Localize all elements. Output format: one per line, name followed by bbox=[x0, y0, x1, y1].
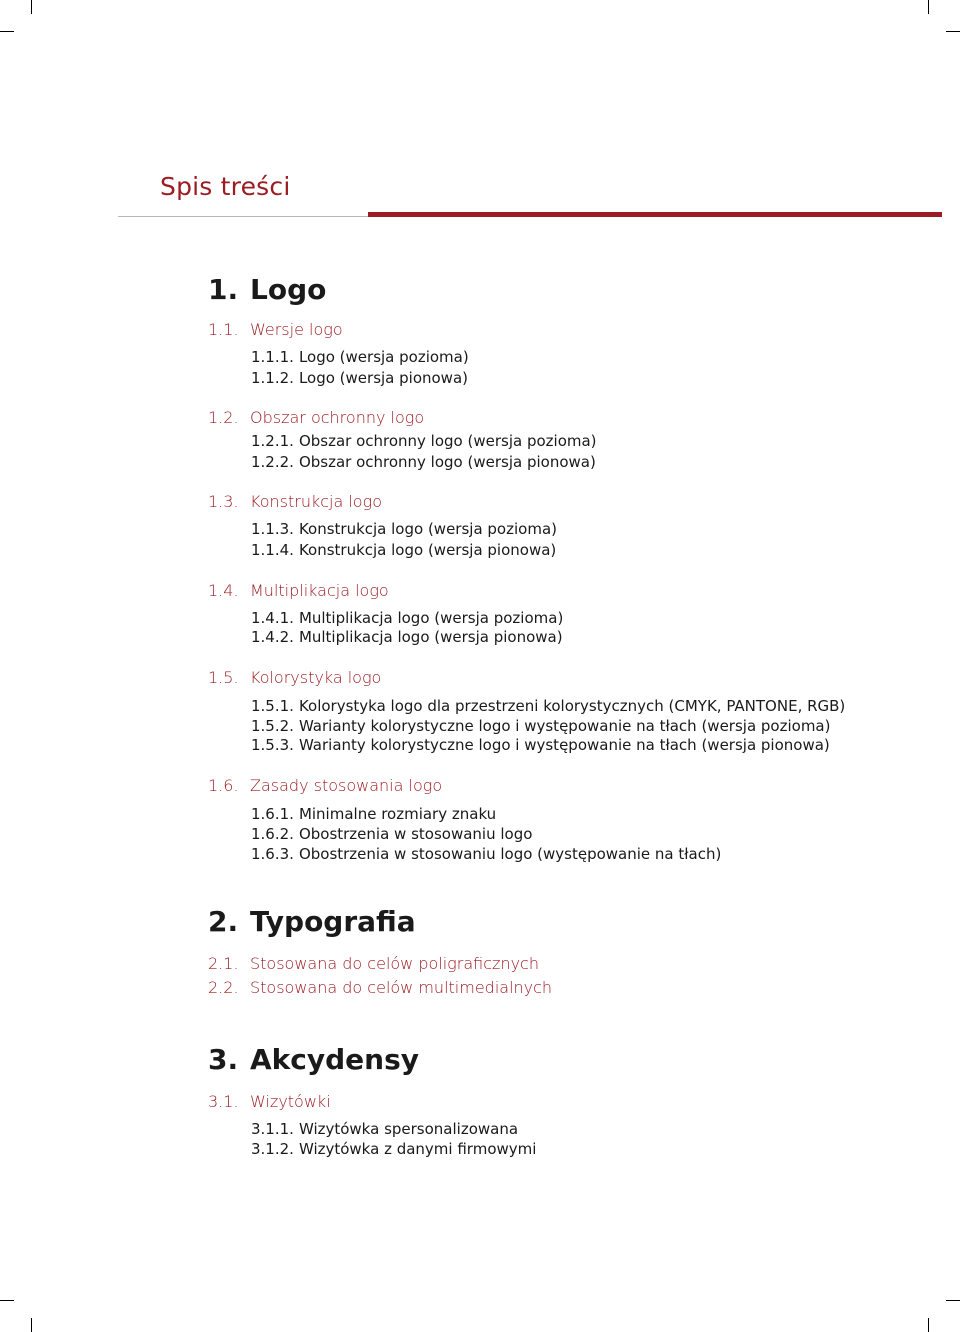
toc-section-title: Konstrukcja logo bbox=[250, 492, 382, 511]
toc-subsection-number: 1.2.1. bbox=[251, 432, 294, 450]
toc-subsection[interactable] bbox=[251, 807, 496, 822]
toc-section-number: 1.1. bbox=[208, 320, 239, 339]
toc-section-number: 2.2. bbox=[208, 978, 239, 997]
toc-section-title: Wersje logo bbox=[250, 320, 343, 339]
crop-mark-top-right-h bbox=[946, 31, 960, 32]
toc-section[interactable] bbox=[208, 670, 381, 686]
toc-subsection-title: Obostrzenia w stosowaniu logo bbox=[298, 825, 533, 843]
toc-subsection[interactable] bbox=[251, 1142, 536, 1157]
toc-section[interactable] bbox=[208, 956, 539, 972]
toc-subsection[interactable] bbox=[251, 371, 468, 386]
toc-section-number: 2.1. bbox=[208, 954, 239, 973]
toc-subsection[interactable] bbox=[251, 611, 563, 626]
toc-chapter-number: 3. bbox=[208, 1043, 239, 1076]
toc-subsection[interactable] bbox=[251, 630, 563, 645]
toc-chapter-title: Akcydensy bbox=[250, 1043, 420, 1076]
toc-subsection-title: Multiplikacja logo (wersja pionowa) bbox=[298, 628, 563, 646]
toc-section[interactable] bbox=[208, 778, 442, 794]
toc-section-number: 1.4. bbox=[208, 581, 239, 600]
toc-subsection-number: 1.1.4. bbox=[251, 541, 294, 559]
toc-subsection-title: Wizytówka spersonalizowana bbox=[298, 1120, 519, 1138]
toc-section-title: Wizytówki bbox=[250, 1092, 331, 1111]
toc-subsection[interactable] bbox=[251, 738, 830, 753]
toc-subsection-title: Wizytówka z danymi firmowymi bbox=[298, 1140, 537, 1158]
crop-mark-top-right-v bbox=[928, 0, 929, 14]
toc-section[interactable] bbox=[208, 980, 552, 996]
toc-subsection[interactable] bbox=[251, 719, 830, 734]
toc-section[interactable] bbox=[208, 322, 343, 338]
toc-subsection-title: Logo (wersja pozioma) bbox=[298, 348, 469, 366]
toc-subsection[interactable] bbox=[251, 522, 557, 537]
toc-section-number: 3.1. bbox=[208, 1092, 239, 1111]
toc-subsection-title: Minimalne rozmiary znaku bbox=[298, 805, 497, 823]
toc-section[interactable] bbox=[208, 583, 389, 599]
crop-mark-bottom-right-h bbox=[946, 1300, 960, 1301]
toc-subsection[interactable] bbox=[251, 699, 845, 714]
toc-subsection-number: 3.1.2. bbox=[251, 1140, 294, 1158]
toc-chapter-number: 1. bbox=[208, 273, 239, 306]
toc-section-number: 1.5. bbox=[208, 668, 239, 687]
toc-subsection-number: 1.5.3. bbox=[251, 736, 294, 754]
toc-section-number: 1.6. bbox=[208, 776, 239, 795]
toc-chapter-number: 2. bbox=[208, 905, 239, 938]
page-title: Spis treści bbox=[160, 172, 291, 201]
header-rule-thin bbox=[118, 216, 368, 217]
toc-chapter-title: Logo bbox=[250, 273, 327, 306]
toc-section[interactable] bbox=[208, 410, 424, 426]
toc-chapter[interactable] bbox=[208, 1043, 420, 1076]
crop-mark-top-left-h bbox=[0, 31, 14, 32]
toc-section-title: Multiplikacja logo bbox=[250, 581, 389, 600]
toc-section-number: 1.2. bbox=[208, 408, 239, 427]
toc-subsection[interactable] bbox=[251, 827, 532, 842]
toc-section[interactable] bbox=[208, 494, 382, 510]
toc-subsection-title: Obszar ochronny logo (wersja pionowa) bbox=[298, 453, 596, 471]
toc-section-title: Stosowana do celów poligraficznych bbox=[250, 954, 539, 973]
toc-subsection-number: 1.1.3. bbox=[251, 520, 294, 538]
toc-section-title: Stosowana do celów multimedialnych bbox=[250, 978, 553, 997]
toc-subsection[interactable] bbox=[251, 1122, 518, 1137]
toc-subsection-title: Obostrzenia w stosowaniu logo (występowanie na tłach) bbox=[298, 845, 722, 863]
toc-subsection-number: 1.5.2. bbox=[251, 717, 294, 735]
toc-chapter-title: Typografia bbox=[250, 905, 416, 938]
toc-subsection[interactable] bbox=[251, 350, 469, 365]
toc-section-title: Obszar ochronny logo bbox=[250, 408, 425, 427]
toc-subsection-number: 1.6.1. bbox=[251, 805, 294, 823]
toc-subsection-title: Multiplikacja logo (wersja pozioma) bbox=[298, 609, 564, 627]
toc-subsection-title: Konstrukcja logo (wersja pozioma) bbox=[298, 520, 557, 538]
toc-subsection-title: Kolorystyka logo dla przestrzeni kolorystycznych (CMYK, PANTONE, RGB) bbox=[298, 697, 846, 715]
toc-subsection-title: Warianty kolorystyczne logo i występowanie na tłach (wersja pionowa) bbox=[298, 736, 830, 754]
toc-subsection-number: 1.4.1. bbox=[251, 609, 294, 627]
toc-subsection[interactable] bbox=[251, 434, 597, 449]
crop-mark-bottom-right-v bbox=[928, 1318, 929, 1332]
toc-chapter[interactable] bbox=[208, 273, 327, 306]
toc-subsection-number: 3.1.1. bbox=[251, 1120, 294, 1138]
toc-subsection-number: 1.6.3. bbox=[251, 845, 294, 863]
crop-mark-bottom-left-h bbox=[0, 1300, 14, 1301]
toc-section[interactable] bbox=[208, 1094, 331, 1110]
toc-section-number: 1.3. bbox=[208, 492, 239, 511]
crop-mark-bottom-left-v bbox=[31, 1318, 32, 1332]
crop-mark-top-left-v bbox=[31, 0, 32, 14]
toc-subsection-number: 1.1.1. bbox=[251, 348, 294, 366]
toc-subsection[interactable] bbox=[251, 847, 721, 862]
toc-subsection-title: Warianty kolorystyczne logo i występowanie na tłach (wersja pozioma) bbox=[298, 717, 831, 735]
toc-subsection-number: 1.5.1. bbox=[251, 697, 294, 715]
toc-subsection-number: 1.6.2. bbox=[251, 825, 294, 843]
toc-subsection[interactable] bbox=[251, 455, 596, 470]
header-rule-accent bbox=[368, 212, 942, 217]
toc-subsection-number: 1.1.2. bbox=[251, 369, 294, 387]
toc-chapter[interactable] bbox=[208, 905, 416, 938]
toc-subsection-number: 1.4.2. bbox=[251, 628, 294, 646]
toc-subsection-title: Obszar ochronny logo (wersja pozioma) bbox=[298, 432, 597, 450]
toc-section-title: Zasady stosowania logo bbox=[250, 776, 443, 795]
toc-subsection-title: Logo (wersja pionowa) bbox=[298, 369, 468, 387]
toc-subsection-number: 1.2.2. bbox=[251, 453, 294, 471]
toc-section-title: Kolorystyka logo bbox=[250, 668, 382, 687]
toc-subsection-title: Konstrukcja logo (wersja pionowa) bbox=[298, 541, 557, 559]
toc-subsection[interactable] bbox=[251, 543, 556, 558]
